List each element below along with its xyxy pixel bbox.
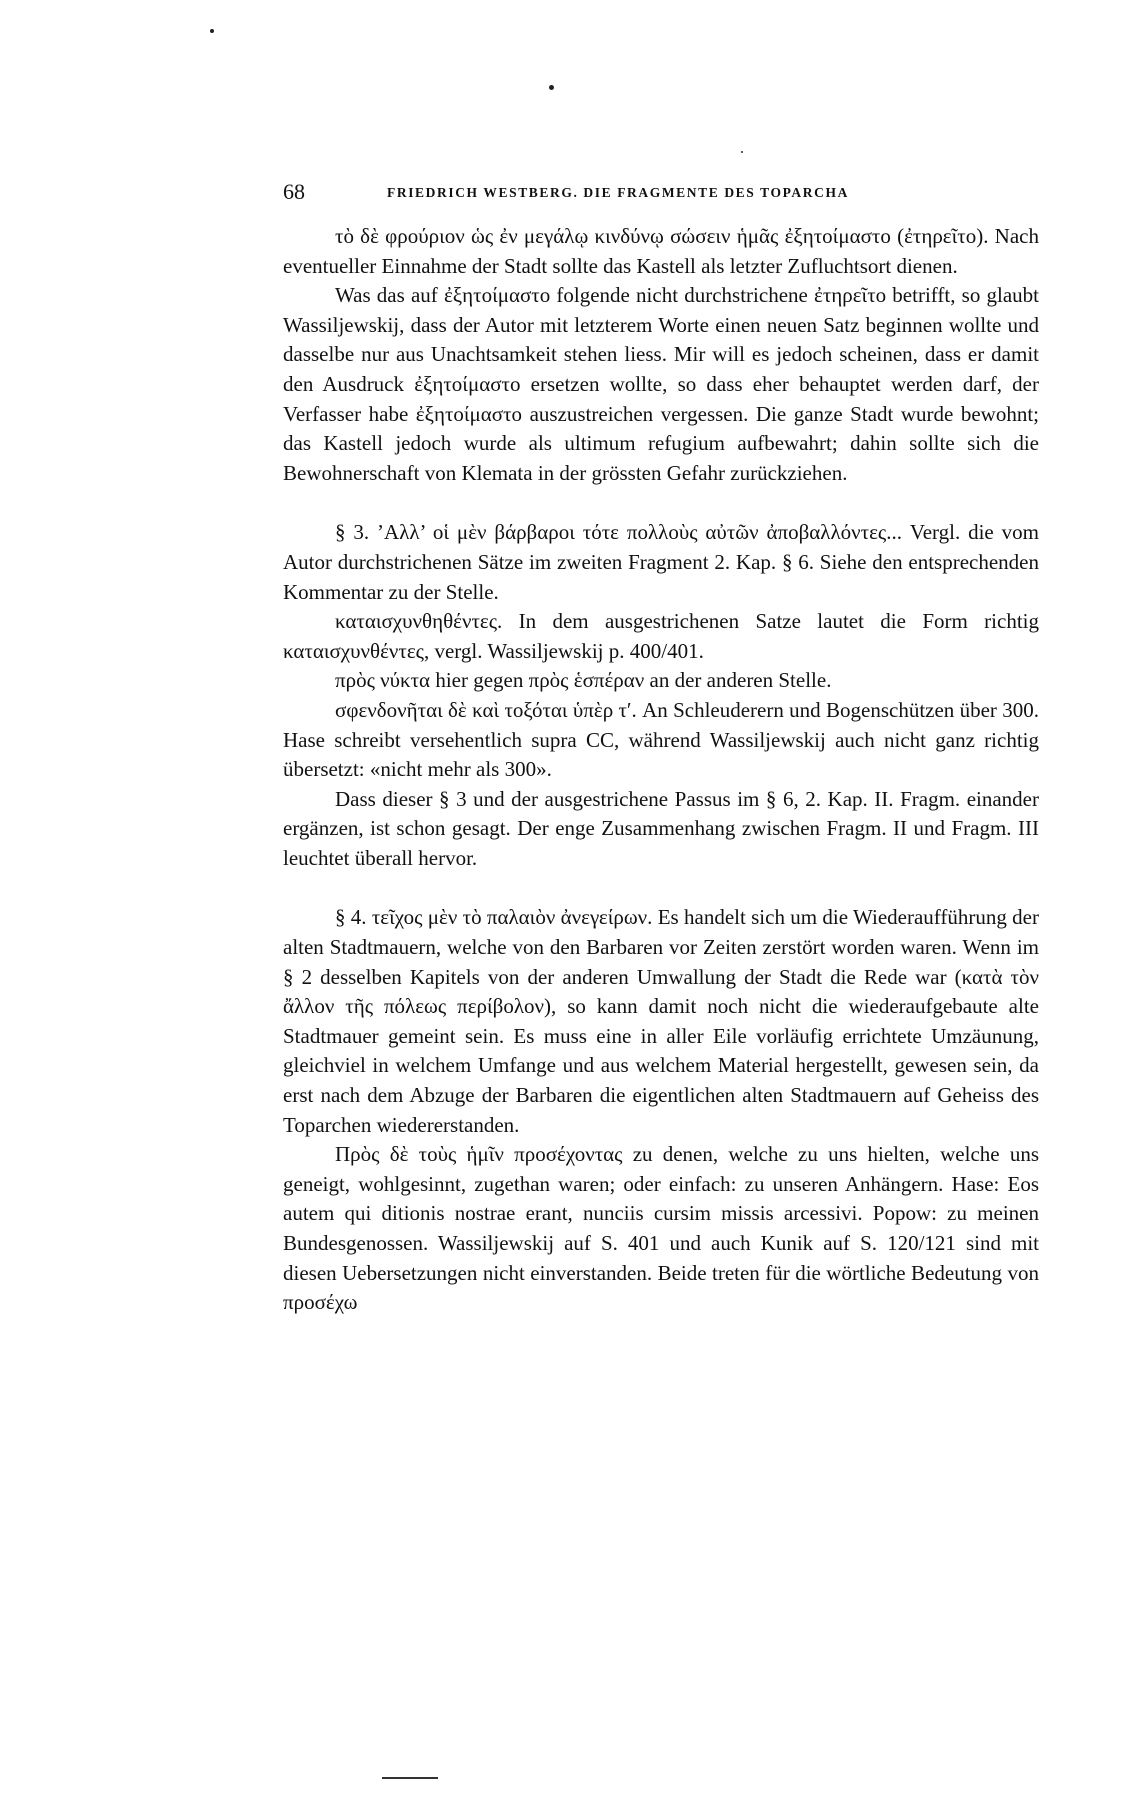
running-head: FRIEDRICH WESTBERG. DIE FRAGMENTE DES TOPARCHA	[387, 185, 849, 200]
paragraph-7: Dass dieser § 3 und der ausgestrichene Passus im § 6, 2. Kap. II. Fragm. einander ergänzen, ist schon gesagt. Der enge Zusammenhang zwischen Fragm. II und Fragm. III leuchtet überall hervor.	[283, 786, 1039, 870]
scan-speck	[741, 151, 743, 153]
paragraph-6: σφενδονῆται δὲ καὶ τοξόται ὑπὲρ τ′. An Schleuderern und Bogenschützen über 300. Hase schreibt versehentlich supra CC, während Wassiljewskij auch nicht ganz richtig übersetzt: «nicht mehr als 300».	[283, 697, 1039, 782]
paragraph-9: Πρὸς δὲ τοὺς ἡμῖν προσέχοντας zu denen, welche zu uns hielten, welche uns geneigt, wohlgesinnt, zugethan waren; oder einfach: zu unseren Anhängern. Hase: Eos autem qui ditionis nostrae erant, nunciis cursim missis arcessivi. Popow: zu meinen Bundesgenossen. Wassiljewskij auf S. 401 und auch Kunik auf S. 120/121 sind mit diesen Uebersetzungen nicht einverstanden. Beide treten für die wörtliche Bedeutung von προσέχω	[283, 1142, 1039, 1315]
paragraph-2: Was das auf ἐξητοίμαστο folgende nicht durchstrichene ἐτηρεῖτο betrifft, so glaubt Wassiljewskij, dass der Autor mit letzterem Worte einen neuen Satz beginnen wollte und dasselbe nur aus Unachtsamkeit stehen liess. Mir will es jedoch scheinen, dass er damit den Ausdruck ἐξητοίμαστο ersetzen wollte, so dass eher behauptet werden darf, der Verfasser habe ἐξητοίμαστο auszustreichen vergessen. Die ganze Stadt wurde bewohnt; das Kastell jedoch wurde als ultimum refugium aufbewahrt; dahin sollte sich die Bewohnerschaft von Klemata in der grössten Gefahr zurückziehen.	[283, 283, 1039, 485]
scan-speck	[549, 85, 554, 90]
footer-rule	[382, 1777, 438, 1779]
paragraph-5: πρὸς νύκτα hier gegen πρὸς ἑσπέραν an der anderen Stelle.	[335, 668, 832, 693]
page-number: 68	[283, 179, 305, 204]
paragraph-4: καταισχυνθηθέντες. In dem ausgestrichenen Satze lautet die Form richtig καταισχυνθέντες, vergl. Wassiljewskij p. 400/401.	[283, 609, 1039, 663]
paragraph-8: § 4. τεῖχος μὲν τὸ παλαιὸν ἀνεγείρων. Es handelt sich um die Wiederaufführung der alten Stadtmauern, welche von den Barbaren vor Zeiten zerstört worden waren. Wenn im § 2 desselben Kapitels von der anderen Umwallung der Stadt die Rede war (κατὰ τὸν ἄλλον τῆς πόλεως περίβολον), so kann damit noch nicht die wiederaufgebaute alte Stadtmauer gemeint sein. Es muss eine in aller Eile vorläufig errichtete Umzäunung, gleichviel in welchem Umfange und aus welchem Material hergestellt, gewesen sein, da erst nach dem Abzuge der Barbaren die eigentlichen alten Stadtmauern auf Geheiss des Toparchen wiedererstanden.	[283, 905, 1039, 1137]
paragraph-3: § 3. ’Αλλ’ οἱ μὲν βάρβαροι τότε πολλοὺς αὐτῶν ἀποβαλλόντες... Vergl. die vom Autor durchstrichenen Sätze im zweiten Fragment 2. Kap. § 6. Siehe den entsprechenden Kommentar zu der Stelle.	[283, 520, 1039, 604]
paragraph-1: τὸ δὲ φρούριον ὡς ἐν μεγάλῳ κινδύνῳ σώσειν ἡμᾶς ἐξητοίμαστο (ἐτηρεῖτο). Nach eventueller Einnahme der Stadt sollte das Kastell als letzter Zufluchtsort dienen.	[283, 224, 1039, 278]
page-header	[283, 177, 1039, 207]
scan-speck	[210, 29, 214, 33]
body-text	[283, 222, 1039, 1318]
